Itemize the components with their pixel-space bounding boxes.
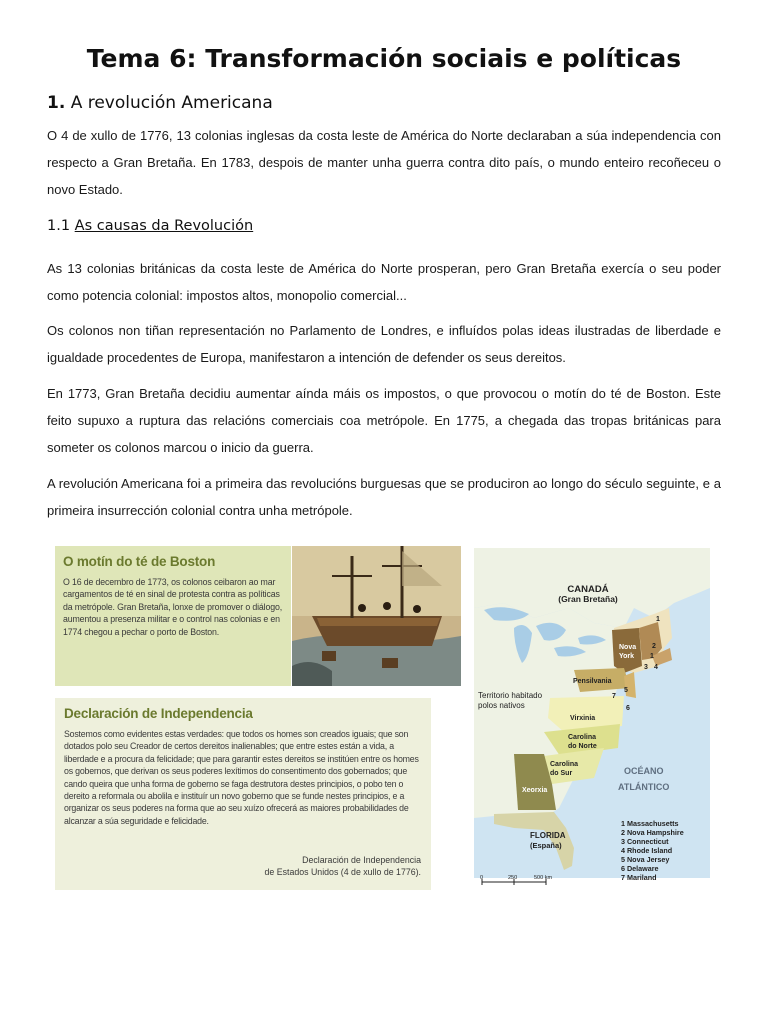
map-number-6: 6: [626, 705, 630, 712]
boston-box-title: O motín do té de Boston: [63, 554, 216, 569]
thirteen-colonies-map: [474, 548, 710, 892]
declaration-box: [55, 698, 431, 890]
map-label-ny-1: Nova: [619, 644, 637, 651]
map-label-carolina-norte-2: do Norte: [568, 743, 597, 750]
map-label-ocean-1: OCÉANO: [624, 766, 664, 776]
map-number-1b: 1: [650, 653, 654, 660]
scale-label-500: 500 km: [534, 875, 553, 881]
map-number-1a: 1: [656, 616, 660, 623]
map-number-2: 2: [652, 643, 656, 650]
legend-item-6: 6 Delaware: [621, 864, 659, 873]
legend-item-2: 2 Nova Hampshire: [621, 828, 684, 837]
boston-tea-party-illustration: [292, 546, 461, 686]
boston-tea-party-box: [55, 546, 291, 686]
map-label-florida-sub: (España): [530, 841, 562, 850]
section-label: A revolución Americana: [70, 93, 273, 113]
declaration-box-text: Sostemos como evidentes estas verdades: que todos os homes son creados iguais; que son dotados polo seu Creador de certos dereitos inalienables; que entre estes están a vida, a liberdade e a procura da felicidade; que para garantir estes dereitos se institúen entre os homes os gobernos, que derivan os seus poderes lexítimos do consentimento dos gobernados; que cando queira que unha forma de goberno se faga destrutora destes principios, o pobo ten o dereito a reformala ou abolila e instituír un novo goberno que se funde nestes principios, e a organizar os seus poderes na forma que ao seu xuízo ofrecerá as maiores probabilidades de alcanzar a súa seguridade e felicidade.: [64, 729, 419, 826]
map-number-5: 5: [624, 687, 628, 694]
legend-item-3: 3 Connecticut: [621, 837, 669, 846]
section-number: 1.: [47, 93, 66, 113]
paragraph-causes-3: En 1773, Gran Bretaña decidiu aumentar aínda máis os impostos, o que provocou o motín do té de Boston. Este feito supuxo a ruptura das relacións comerciais coa metrópole. En 1775, a chegada das tropas británicas para someter os colonos marcou o inicio da guerra.: [47, 386, 721, 455]
subsection-label: As causas da Revolución: [74, 218, 254, 234]
legend-item-1: 1 Massachusetts: [621, 819, 679, 828]
subsection-number: 1.1: [47, 218, 71, 234]
map-label-carolina-sur-2: do Sur: [550, 770, 573, 777]
page-title: Tema 6: Transformación sociais e políticas: [86, 44, 682, 73]
map-label-virxinia: Virxinia: [570, 715, 596, 722]
declaration-box-title: Declaración de Independencia: [64, 706, 253, 721]
scale-label-0: 0: [480, 875, 484, 881]
map-label-carolina-norte-1: Carolina: [568, 734, 597, 741]
legend-item-4: 4 Rhode Island: [621, 846, 673, 855]
map-label-canada: CANADÁ: [567, 584, 609, 595]
map-label-florida: FLORIDA: [530, 831, 566, 840]
legend-item-5: 5 Nova Jersey: [621, 855, 670, 864]
intro-paragraph: O 4 de xullo de 1776, 13 colonias inglesas da costa leste de América do Norte declaraban a súa independencia con respecto a Gran Bretaña. En 1783, despois de manter unha guerra contra dito país, o mundo enteiro recoñeceu o novo Estado.: [47, 128, 721, 197]
map-label-natives-line2: polos nativos: [478, 701, 525, 710]
declaration-source: [161, 854, 421, 879]
map-label-ny-2: York: [619, 653, 635, 660]
map-label-pensilvania: Pensilvania: [573, 678, 612, 685]
map-label-natives-line1: Territorio habitado: [478, 691, 543, 700]
boston-box-text: O 16 de decembro de 1773, os colonos ceibaron ao mar cargamentos de té en sinal de protesta contra as políticas da metrópole. Gran Bretaña, lonxe de promover o diálogo, aumentou a presenza militar e o control nas colonias e en 1774 chegou a pechar o porto de Boston.: [63, 577, 282, 637]
declaration-source-line2: de Estados Unidos (4 de xullo de 1776).: [264, 867, 421, 878]
map-number-4: 4: [654, 664, 658, 671]
paragraph-causes-4: A revolución Americana foi a primeira das revolucións burguesas que se produciron ao longo do século seguinte, e a primeira insurrección colonial contra unha metrópole.: [47, 476, 721, 518]
map-number-3: 3: [644, 664, 648, 671]
map-label-canada-sub: (Gran Bretaña): [558, 594, 618, 604]
map-label-carolina-sur-1: Carolina: [550, 761, 579, 768]
map-label-ocean-2: ATLÁNTICO: [618, 782, 670, 792]
map-label-xeorxia: Xeorxia: [522, 787, 548, 794]
legend-item-7: 7 Mariland: [621, 873, 657, 882]
section-heading-1: [47, 93, 273, 113]
section-heading-1-1: [47, 218, 253, 234]
declaration-source-line1: Declaración de Independencia: [302, 855, 421, 865]
paragraph-causes-1: As 13 colonias británicas da costa leste de América do Norte prosperan, pero Gran Bretaña exercía o seu poder como potencia colonial: impostos altos, monopolio comercial...: [47, 261, 721, 303]
paragraph-causes-2: Os colonos non tiñan representación no Parlamento de Londres, e influídos polas ideas ilustradas de liberdade e igualdade procedentes de Europa, manifestaron a intención de defender os seus dereitos.: [47, 323, 721, 365]
scale-label-250: 250: [508, 875, 518, 881]
map-number-7: 7: [612, 693, 616, 700]
